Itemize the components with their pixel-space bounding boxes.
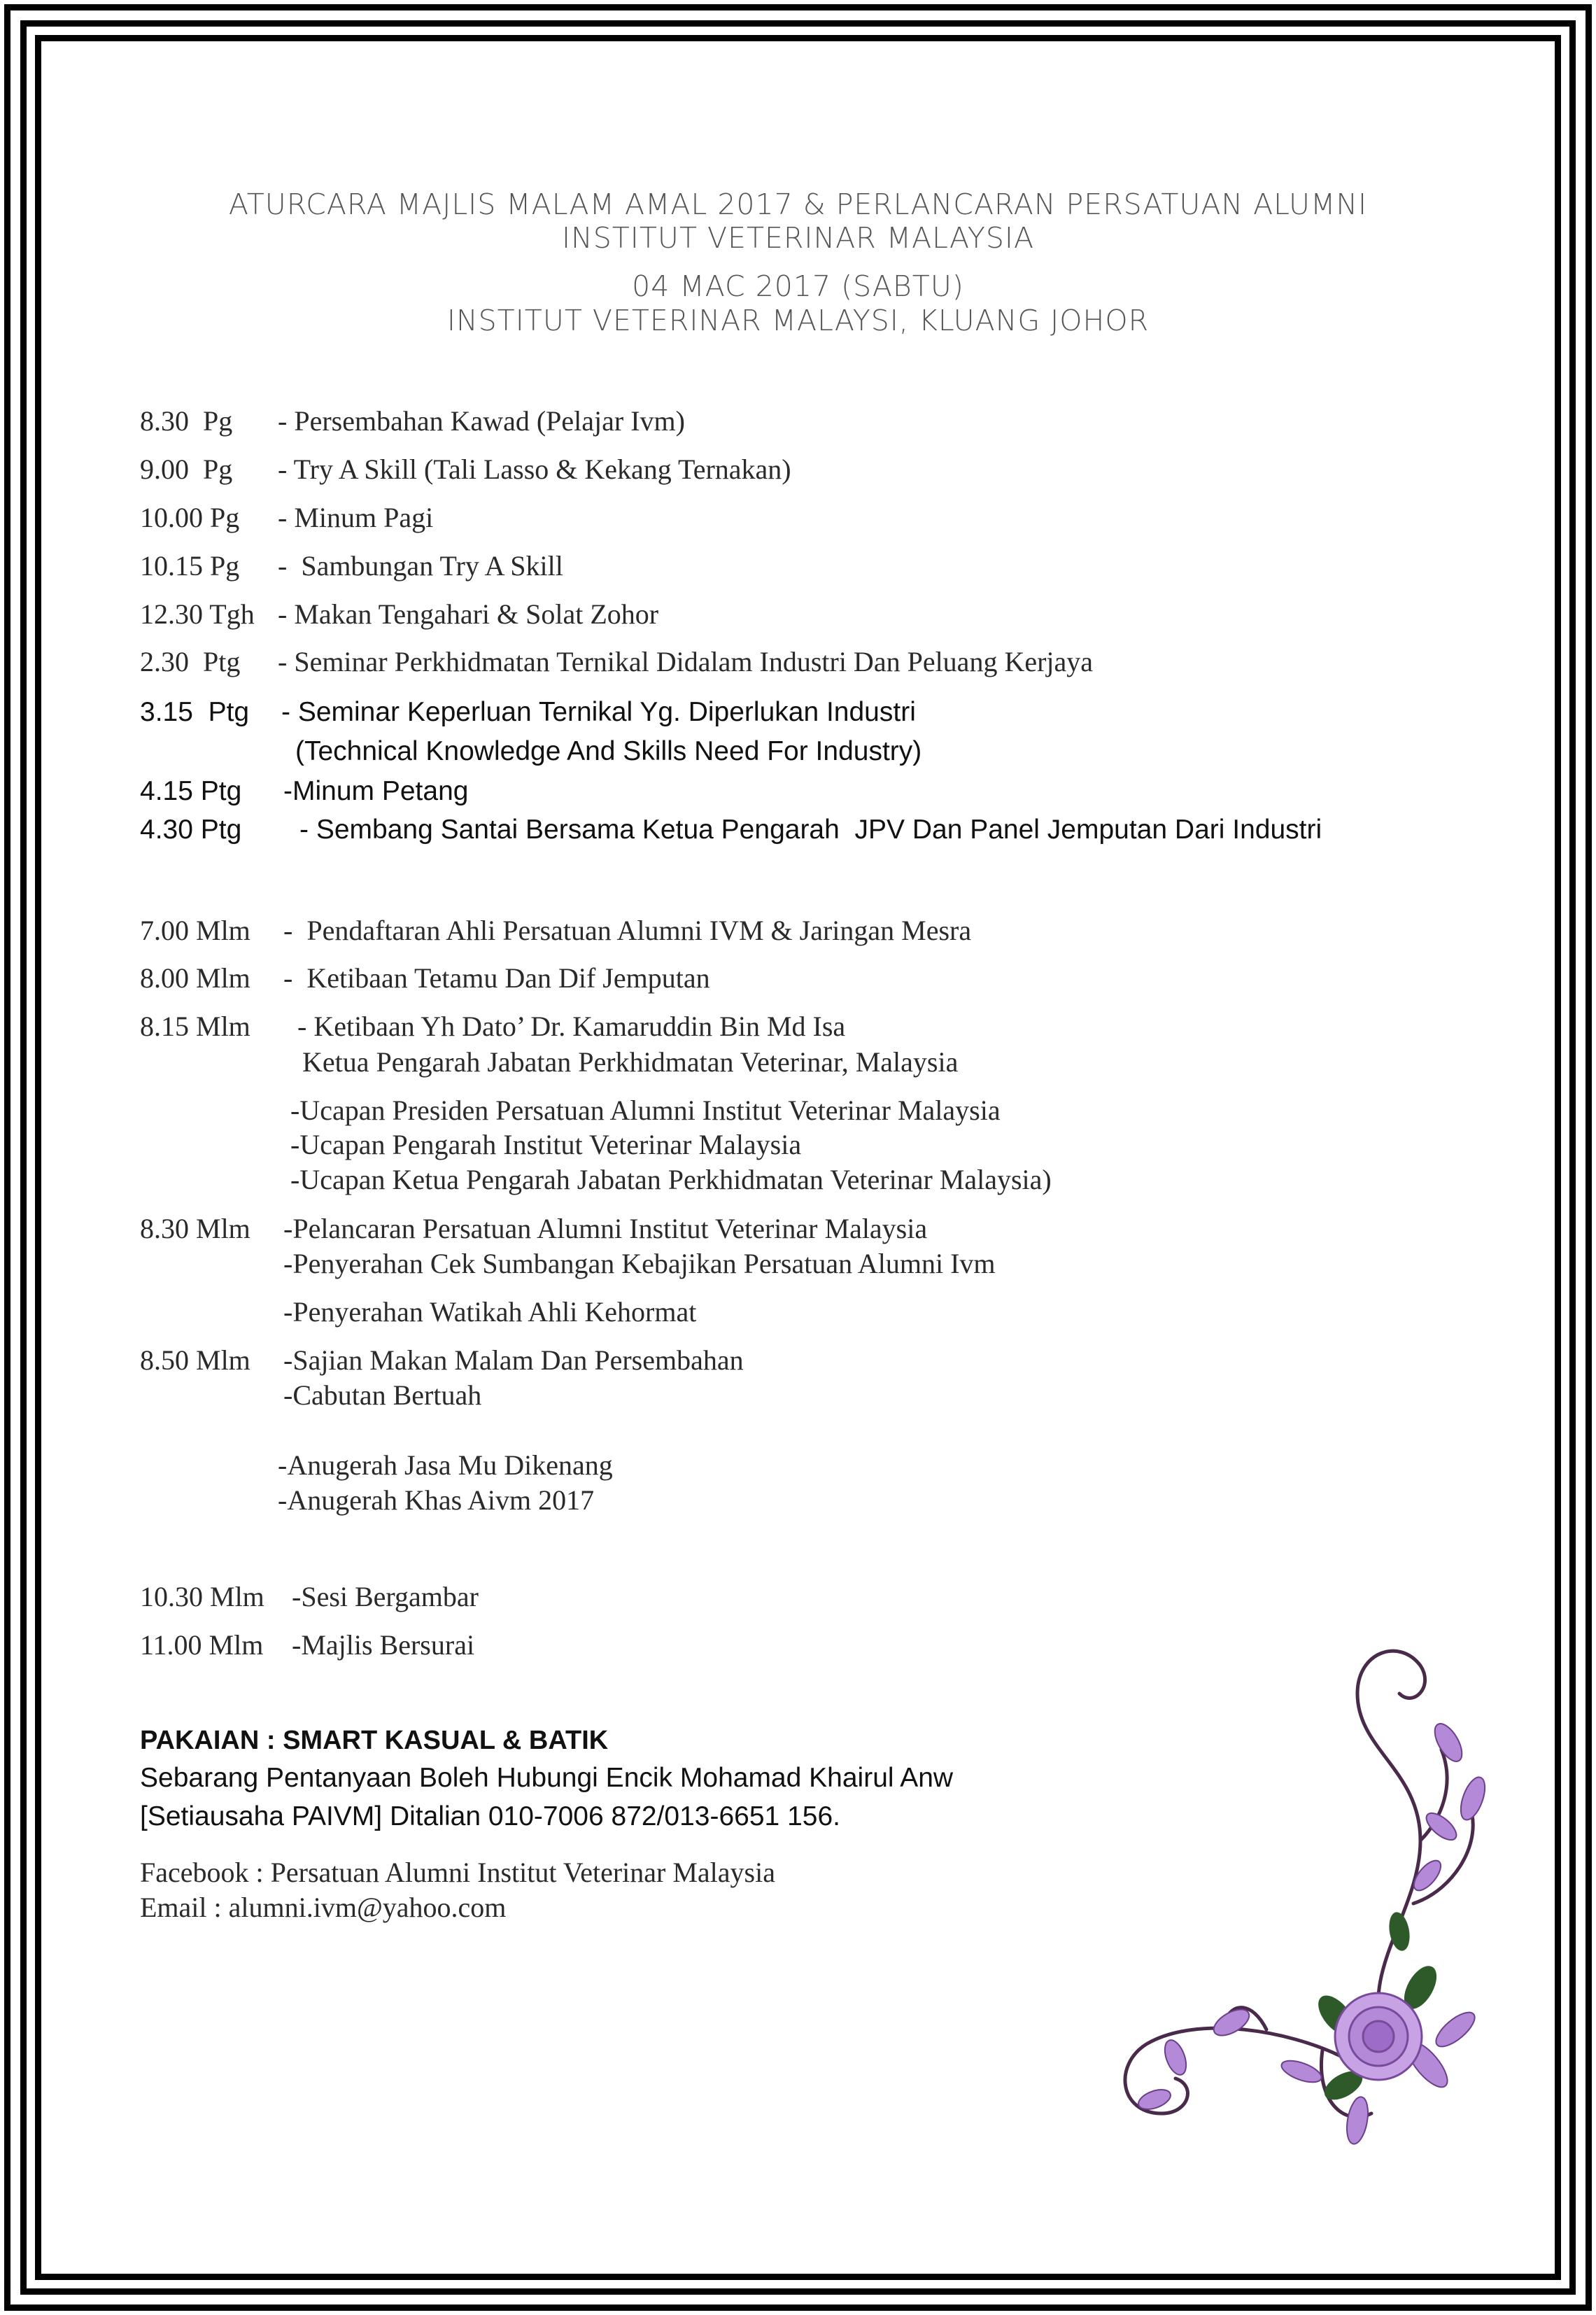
schedule-time: 8.30 Mlm [140, 1213, 250, 1244]
schedule-description: (Technical Knowledge And Skills Need For Industry) [295, 736, 922, 766]
schedule-description: -Pelancaran Persatuan Alumni Institut Veterinar Malaysia [283, 1213, 928, 1244]
schedule-description: -Ucapan Pengarah Institut Veterinar Malaysia [290, 1129, 802, 1160]
schedule-time: 9.00 Pg [140, 453, 233, 485]
schedule-time: 4.15 Ptg [140, 776, 242, 806]
schedule-description: -Sajian Makan Malam Dan Persembahan [283, 1344, 744, 1376]
schedule-time: 4.30 Ptg [140, 815, 242, 845]
schedule-description: -Penyerahan Cek Sumbangan Kebajikan Persatuan Alumni Ivm [283, 1248, 996, 1279]
schedule-description: - Minum Pagi [278, 502, 434, 533]
schedule-time: 8.50 Mlm [140, 1344, 250, 1376]
schedule-description: - Makan Tengahari & Solat Zohor [278, 598, 659, 630]
schedule-time: 8.30 Pg [140, 405, 233, 437]
schedule-description: -Majlis Bersurai [292, 1629, 475, 1661]
schedule-description: - Pendaftaran Ahli Persatuan Alumni IVM & Jaringan Mesra [283, 915, 972, 946]
schedule-time: 8.00 Mlm [140, 962, 250, 994]
schedule-time: 10.30 Mlm [140, 1581, 264, 1612]
floral-corner-ornament-icon [1092, 1610, 1511, 2155]
schedule-time: 10.15 Pg [140, 550, 240, 582]
schedule-time: 11.00 Mlm [140, 1629, 264, 1661]
dress-code: PAKAIAN : SMART KASUAL & BATIK [140, 1726, 609, 1755]
schedule-description: -Ucapan Ketua Pengarah Jabatan Perkhidmatan Veterinar Malaysia) [290, 1164, 1052, 1195]
schedule-time: 8.15 Mlm [140, 1011, 250, 1042]
schedule-time: 3.15 Ptg [140, 697, 250, 727]
contact-line-2: [Setiausaha PAIVM] Ditalian 010-7006 872/013-6651 156. [140, 1801, 840, 1831]
event-title-line-1: ATURCARA MAJLIS MALAM AMAL 2017 & PERLANCARAN PERSATUAN ALUMNI [228, 188, 1368, 221]
schedule-description: - Ketibaan Tetamu Dan Dif Jemputan [283, 962, 710, 994]
event-date: 04 MAC 2017 (SABTU) [632, 269, 964, 303]
schedule-time: 10.00 Pg [140, 502, 240, 533]
contact-line-1: Sebarang Pentanyaan Boleh Hubungi Encik Mohamad Khairul Anw [140, 1763, 954, 1793]
schedule-description: - Try A Skill (Tali Lasso & Kekang Ternakan) [278, 453, 791, 485]
schedule-description: -Cabutan Bertuah [283, 1379, 482, 1411]
schedule-description: -Anugerah Khas Aivm 2017 [278, 1484, 595, 1516]
schedule-time: 2.30 Ptg [140, 646, 241, 677]
schedule-description: - Ketibaan Yh Dato’ Dr. Kamaruddin Bin Md Isa [297, 1011, 846, 1042]
schedule-description: -Penyerahan Watikah Ahli Kehormat [283, 1296, 697, 1328]
schedule-description: - Sambungan Try A Skill [278, 550, 563, 582]
schedule-description: - Seminar Keperluan Ternikal Yg. Diperlukan Industri [281, 697, 916, 727]
schedule-description: Ketua Pengarah Jabatan Perkhidmatan Veterinar, Malaysia [302, 1046, 959, 1078]
facebook-info: Facebook : Persatuan Alumni Institut Veterinar Malaysia [140, 1857, 775, 1888]
schedule-description: - Sembang Santai Bersama Ketua Pengarah JPV Dan Panel Jemputan Dari Industri [299, 815, 1322, 845]
email-info: Email : alumni.ivm@yahoo.com [140, 1892, 507, 1923]
schedule-description: - Persembahan Kawad (Pelajar Ivm) [278, 405, 685, 437]
schedule-time: 7.00 Mlm [140, 915, 250, 946]
schedule-description: -Ucapan Presiden Persatuan Alumni Institut Veterinar Malaysia [290, 1095, 1001, 1126]
event-title-line-2: INSTITUT VETERINAR MALAYSIA [561, 221, 1035, 255]
schedule-description: -Minum Petang [283, 776, 469, 806]
schedule-time: 12.30 Tgh [140, 598, 255, 630]
schedule-description: -Sesi Bergambar [292, 1581, 479, 1612]
schedule-description: -Anugerah Jasa Mu Dikenang [278, 1449, 613, 1481]
schedule-description: - Seminar Perkhidmatan Ternikal Didalam Industri Dan Peluang Kerjaya [278, 646, 1094, 677]
event-venue: INSTITUT VETERINAR MALAYSI, KLUANG JOHOR [446, 304, 1150, 337]
